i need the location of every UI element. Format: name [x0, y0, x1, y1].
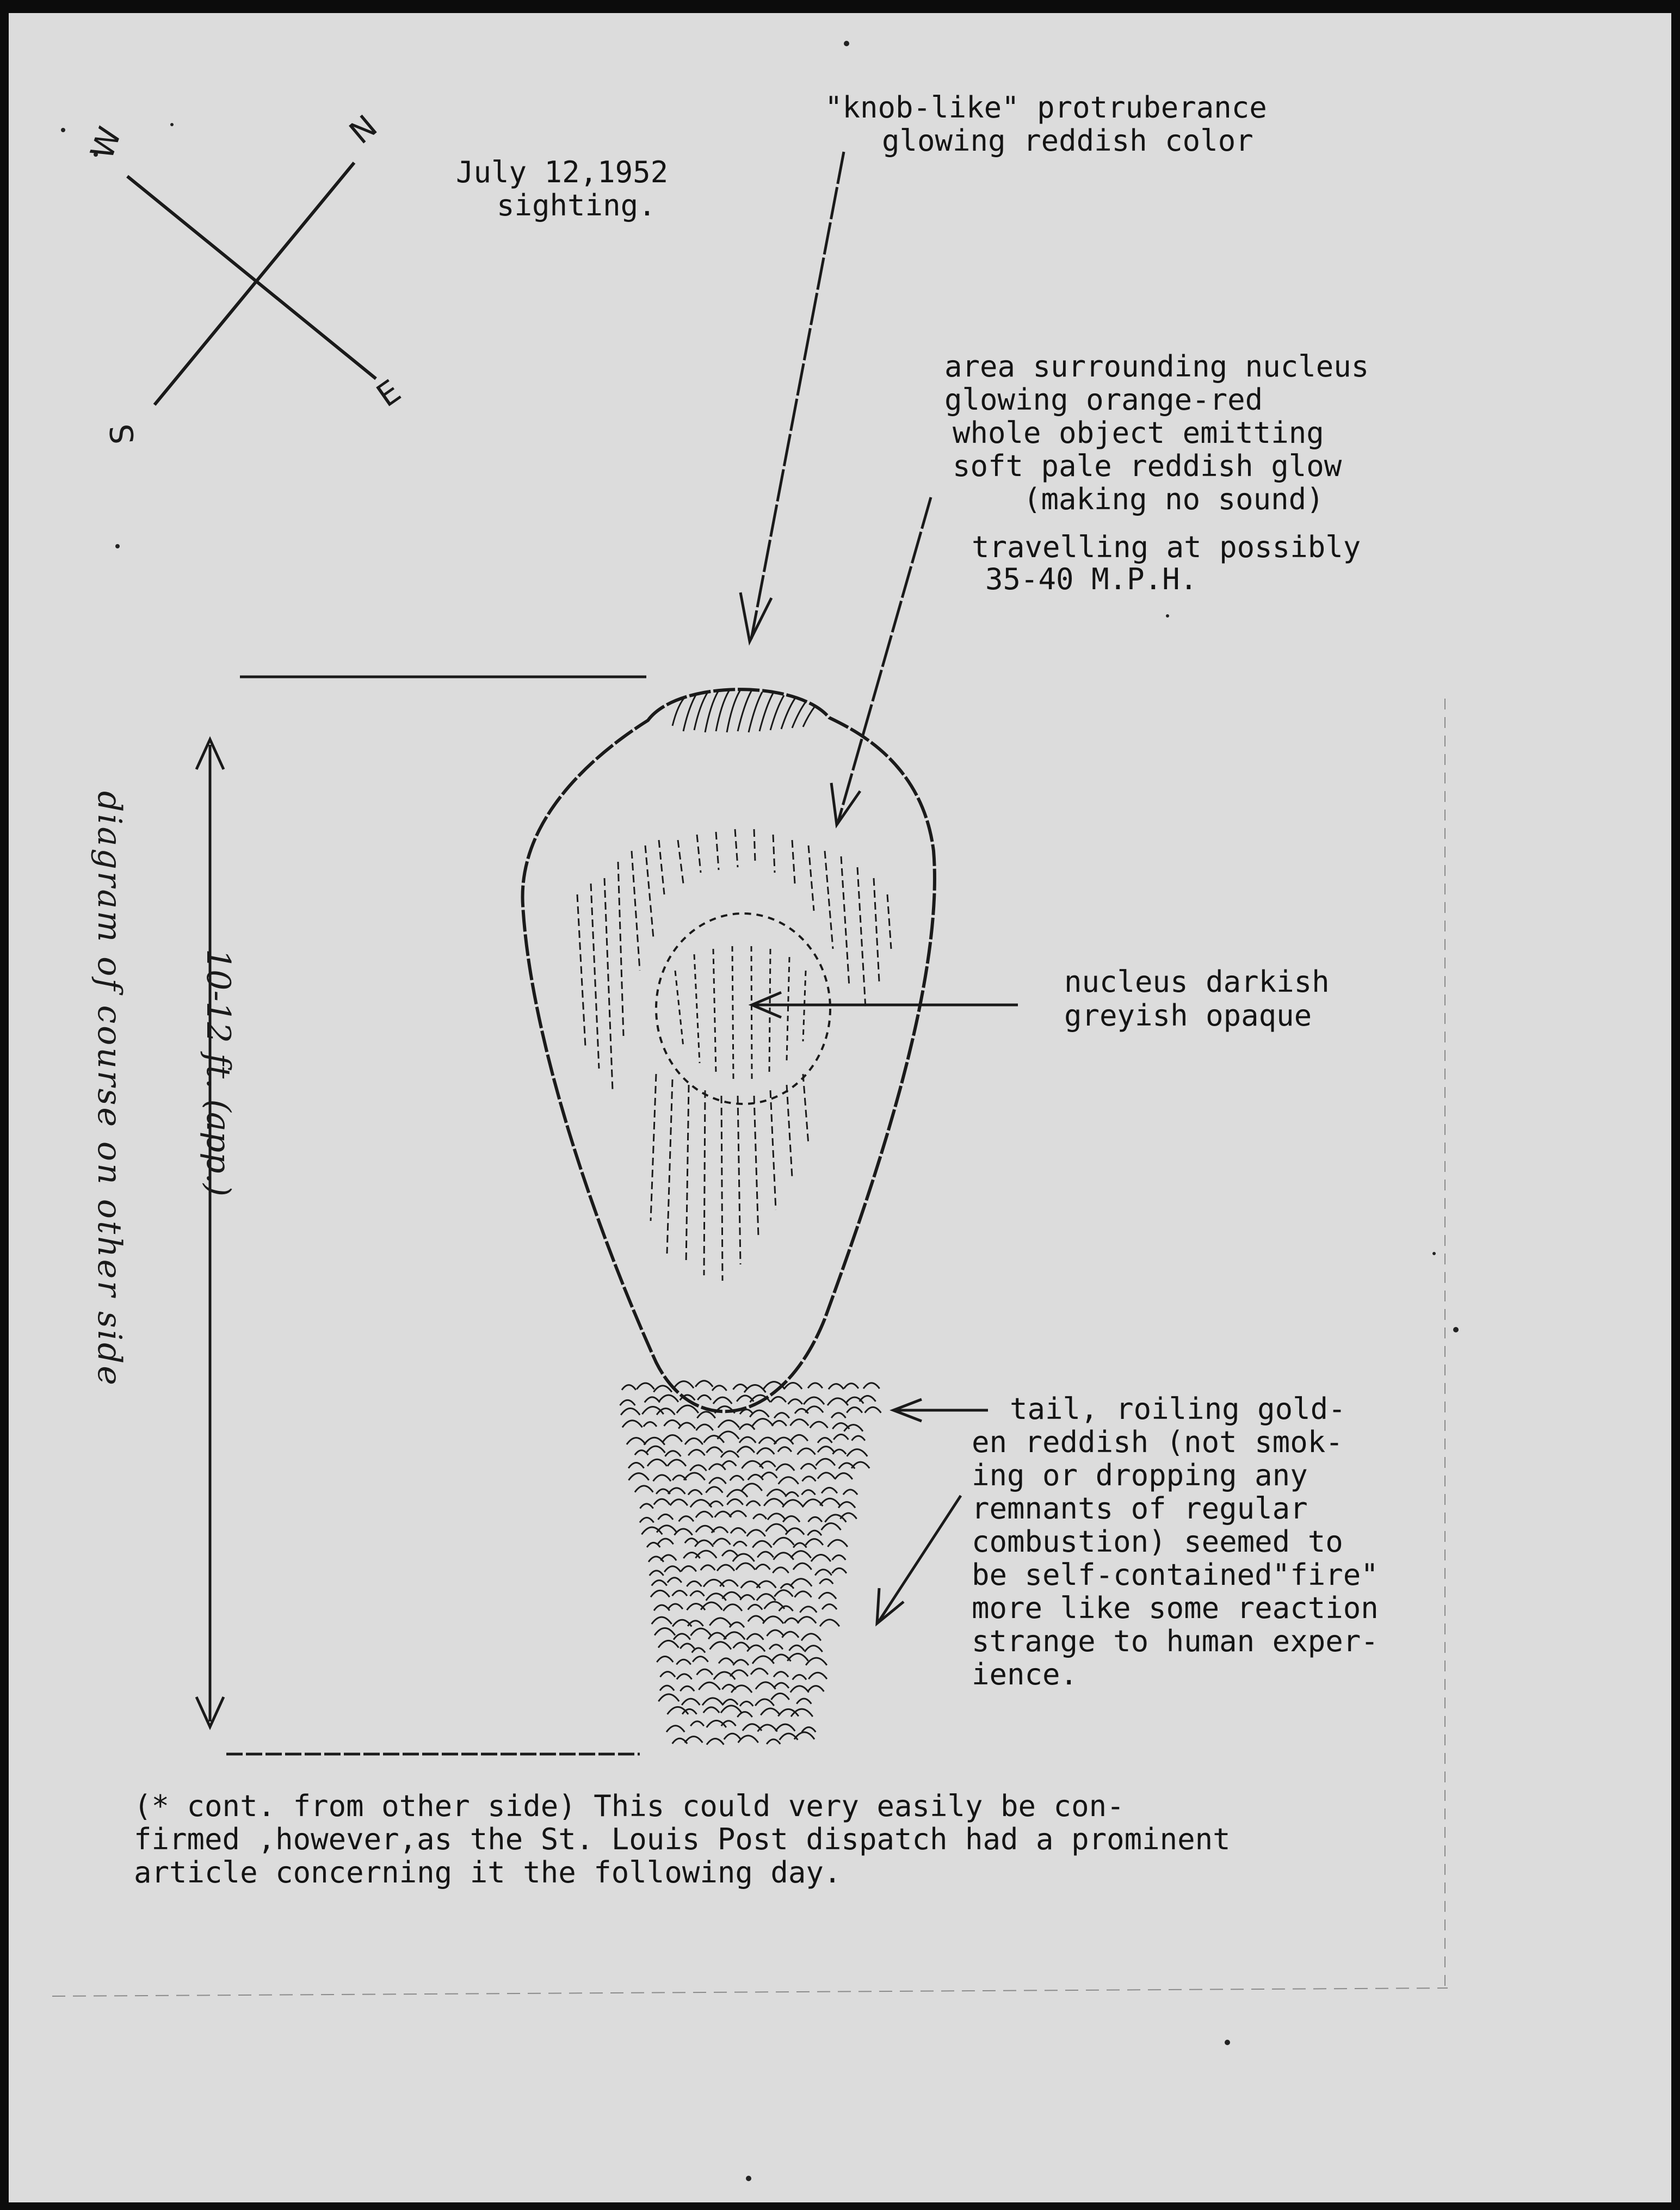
tail-stroke	[767, 1630, 783, 1636]
tail-stroke	[793, 1563, 812, 1570]
tail-stroke	[627, 1438, 646, 1444]
tail-annotation-line3: ing or dropping any	[972, 1458, 1308, 1492]
tail-stroke	[782, 1632, 799, 1638]
tail-stroke	[654, 1628, 675, 1635]
tail-stroke	[829, 1384, 844, 1390]
knob-annotation-line1: "knob-like" protruberance	[825, 90, 1267, 125]
tail-stroke	[833, 1449, 847, 1454]
tail-arrow-lower	[879, 1496, 961, 1621]
tail-stroke	[658, 1514, 673, 1520]
tail-stroke	[724, 1632, 745, 1640]
tail-stroke	[808, 1686, 824, 1692]
tail-stroke	[835, 1473, 852, 1479]
tail-stroke	[713, 1539, 731, 1545]
tail-stroke	[810, 1422, 828, 1428]
tail-stroke	[750, 1410, 769, 1417]
tail-stroke	[647, 1459, 667, 1466]
footer-line2: firmed ,however,as the St. Louis Post dispatch had a prominent	[134, 1822, 1231, 1856]
tail-stroke	[731, 1528, 746, 1533]
tail-stroke	[709, 1501, 723, 1506]
tail-stroke	[793, 1543, 806, 1547]
tail-stroke	[684, 1473, 705, 1480]
compass-east: E	[369, 372, 407, 415]
tail-stroke	[811, 1554, 831, 1561]
tail-stroke	[751, 1669, 768, 1675]
tail-stroke	[761, 1472, 777, 1478]
size-handwritten-note: 10-12 ft. (app.)	[199, 949, 237, 1196]
tail-stroke	[847, 1408, 862, 1413]
tail-stroke	[722, 1551, 738, 1556]
tail-stroke	[865, 1407, 881, 1412]
tail-stroke	[699, 1682, 720, 1690]
tail-stroke	[712, 1386, 727, 1391]
tail-stroke	[677, 1405, 699, 1413]
tail-stroke	[691, 1628, 711, 1635]
tail-stroke	[674, 1529, 692, 1535]
sighting-date: July 12,1952	[456, 155, 669, 189]
tail-stroke	[806, 1658, 827, 1665]
tail-stroke	[685, 1439, 703, 1444]
tail-stroke	[668, 1604, 683, 1609]
tail-stroke	[717, 1565, 734, 1571]
tail-stroke	[742, 1484, 762, 1491]
tail-stroke	[707, 1739, 724, 1745]
tail-annotation-line6: be self-contained"fire"	[972, 1558, 1379, 1592]
tail-stroke	[733, 1643, 749, 1648]
tail-stroke	[774, 1590, 793, 1597]
tail-stroke	[747, 1530, 765, 1536]
tail-stroke	[755, 1699, 774, 1706]
tail-stroke	[748, 1604, 762, 1609]
tail-annotation-line8: strange to human exper-	[972, 1624, 1379, 1658]
tail-stroke	[782, 1500, 803, 1507]
compass-line-ne-sw	[155, 163, 354, 405]
tail-stroke	[791, 1551, 811, 1558]
tail-stroke	[652, 1581, 667, 1586]
tail-stroke	[697, 1412, 715, 1418]
tail-stroke	[764, 1499, 784, 1506]
glow-hatching	[577, 829, 891, 1281]
tail-stroke	[652, 1617, 672, 1624]
tail-stroke	[660, 1555, 676, 1560]
tail-stroke	[832, 1568, 847, 1573]
tail-stroke	[674, 1634, 690, 1640]
tail-stroke	[757, 1448, 774, 1454]
tail-stroke	[723, 1604, 742, 1611]
tail-stroke	[664, 1420, 681, 1426]
footer-line1: (* cont. from other side) This could very easily be con-	[134, 1789, 1125, 1823]
tail-stroke	[756, 1565, 770, 1570]
tail-stroke	[818, 1438, 832, 1443]
tail-stroke	[831, 1413, 845, 1418]
tail-stroke	[719, 1658, 733, 1663]
tail-stroke	[676, 1659, 690, 1664]
tail-stroke	[819, 1592, 836, 1598]
tail-stroke	[819, 1579, 833, 1584]
tail-stroke	[789, 1645, 804, 1651]
tail-stroke	[721, 1706, 742, 1713]
tail-stroke	[715, 1511, 731, 1517]
tail-stroke	[658, 1539, 674, 1544]
tail-stroke	[730, 1670, 748, 1676]
compass-west: W	[83, 122, 129, 164]
tail-stroke	[674, 1381, 694, 1388]
tail-stroke	[659, 1395, 678, 1402]
tail-stroke	[680, 1644, 694, 1649]
tail-stroke	[833, 1435, 848, 1440]
tail-stroke	[688, 1450, 705, 1456]
tail-stroke	[820, 1498, 840, 1505]
tail-annotation-line9: ience.	[972, 1657, 1078, 1692]
tail-stroke	[752, 1419, 773, 1426]
nucleus-annotation-line2: greyish opaque	[1064, 998, 1312, 1033]
tail-stroke	[779, 1606, 793, 1611]
tail-stroke	[774, 1683, 789, 1688]
tail-stroke	[771, 1397, 786, 1402]
tail-stroke	[621, 1408, 640, 1415]
tail-stroke	[722, 1461, 736, 1466]
compass-line-nw-se	[127, 176, 376, 379]
tail-stroke	[622, 1421, 643, 1428]
tail-stroke	[733, 1660, 748, 1665]
tail-stroke	[774, 1672, 788, 1677]
tail-stroke	[768, 1514, 786, 1520]
tail-stroke	[790, 1435, 807, 1441]
tail-stroke	[640, 1517, 654, 1522]
tail-stroke	[703, 1707, 719, 1713]
tail-stroke	[666, 1726, 684, 1732]
tail-stroke	[790, 1686, 809, 1693]
tail-stroke	[772, 1421, 787, 1425]
nucleus-outline	[656, 913, 830, 1104]
tail-stroke	[706, 1487, 722, 1493]
tail-stroke	[806, 1539, 823, 1545]
tail-stroke	[628, 1462, 644, 1468]
tail-stroke	[730, 1511, 746, 1517]
tail-stroke	[791, 1709, 813, 1717]
tail-stroke	[733, 1384, 748, 1389]
tail-stroke	[713, 1397, 732, 1404]
area-annotation-line3: whole object emitting	[953, 416, 1324, 450]
tail-stroke	[709, 1618, 731, 1626]
tail-stroke	[665, 1451, 681, 1456]
tail-stroke	[663, 1435, 682, 1442]
tail-stroke	[800, 1607, 817, 1613]
tail-stroke	[668, 1578, 682, 1583]
tail-stroke	[796, 1699, 811, 1703]
tail-stroke	[660, 1686, 674, 1690]
compass-north: N	[342, 108, 385, 151]
glow-arrow-head	[831, 783, 860, 825]
tail-stroke	[785, 1618, 799, 1623]
tail-stroke	[827, 1398, 848, 1405]
tail-stroke	[784, 1383, 802, 1389]
tail-stroke	[752, 1656, 774, 1664]
tail-stroke	[658, 1694, 679, 1701]
tail-stroke	[748, 1616, 764, 1621]
tail-stroke	[798, 1617, 816, 1623]
tail-stroke	[757, 1552, 774, 1557]
tail-stroke	[668, 1460, 686, 1466]
bottom-border-line	[52, 1988, 1448, 1996]
tail-stroke	[808, 1672, 827, 1679]
tail-stroke	[710, 1642, 731, 1650]
tail-stroke	[740, 1595, 755, 1600]
tail-stroke	[804, 1397, 824, 1404]
tail-stroke	[664, 1566, 681, 1572]
tail-stroke	[767, 1739, 780, 1744]
tail-stroke	[775, 1724, 795, 1731]
tail-annotation-line1: tail, roiling gold-	[1010, 1392, 1346, 1426]
course-handwritten-note: diagram of course on other side	[90, 791, 128, 1387]
tail-stroke	[696, 1511, 713, 1517]
tail-stroke	[808, 1517, 822, 1522]
tail-stroke	[654, 1605, 670, 1610]
tail-stroke	[660, 1672, 675, 1677]
tail-stroke	[827, 1540, 847, 1547]
tail-stroke	[724, 1733, 741, 1739]
tail-stroke	[771, 1693, 789, 1700]
nucleus-hatching	[675, 946, 806, 1079]
tail-stroke	[672, 1738, 687, 1744]
tail-stroke	[677, 1674, 692, 1680]
tail-stroke	[637, 1383, 654, 1389]
speed-annotation-line2: 35-40 M.P.H.	[985, 562, 1198, 596]
tail-stroke	[690, 1465, 706, 1471]
tail-stroke	[654, 1499, 670, 1504]
tail-stroke	[680, 1686, 694, 1691]
tail-stroke	[704, 1436, 724, 1443]
tail-stroke	[736, 1563, 755, 1570]
tail-stroke	[645, 1397, 660, 1403]
tail-stroke	[761, 1708, 780, 1715]
speed-annotation-line1: travelling at possibly	[972, 530, 1361, 564]
tail-stroke	[653, 1475, 671, 1481]
tail-stroke	[650, 1571, 664, 1576]
area-annotation-line2: glowing orange-red	[944, 382, 1263, 417]
compass-south: S	[102, 422, 141, 446]
tail-annotation-line5: combustion) seemed to	[972, 1524, 1343, 1559]
tail-stroke	[681, 1566, 696, 1572]
tail-stroke	[730, 1622, 744, 1627]
tail-stroke	[670, 1499, 688, 1505]
tail-stroke	[801, 1634, 821, 1641]
tail-stroke	[756, 1682, 776, 1689]
tail-stroke	[628, 1473, 648, 1480]
tail-stroke	[795, 1591, 812, 1597]
tail-stroke	[785, 1492, 798, 1497]
tail-stroke	[790, 1419, 808, 1426]
tail-stroke	[688, 1490, 702, 1495]
tail-stroke	[722, 1700, 738, 1705]
tail-stroke	[738, 1736, 758, 1743]
tail-stroke	[721, 1451, 739, 1458]
tail-stroke	[779, 1477, 799, 1484]
tail-stroke	[697, 1669, 713, 1675]
tail-stroke	[746, 1501, 761, 1506]
tail-stroke	[783, 1516, 800, 1522]
tail-stroke	[707, 1447, 723, 1453]
tail-stroke	[657, 1656, 673, 1662]
footer-line3: article concerning it the following day.	[134, 1855, 842, 1890]
tail-stroke	[808, 1383, 823, 1388]
tail-stroke	[820, 1620, 839, 1627]
tail-stroke	[693, 1657, 708, 1662]
tail-scribbles	[620, 1381, 881, 1745]
tail-stroke	[807, 1530, 822, 1535]
tail-stroke	[702, 1698, 723, 1705]
tail-stroke	[701, 1565, 715, 1570]
tail-stroke	[697, 1395, 711, 1400]
tail-stroke	[773, 1567, 788, 1573]
tail-stroke	[672, 1591, 687, 1596]
tail-stroke	[759, 1437, 776, 1443]
tail-stroke	[852, 1436, 865, 1441]
tail-stroke	[685, 1737, 703, 1743]
tail-stroke	[685, 1539, 698, 1544]
tail-stroke	[635, 1486, 653, 1492]
tail-annotation-line2: en reddish (not smok-	[972, 1425, 1343, 1459]
tail-stroke	[695, 1381, 713, 1387]
tail-stroke	[747, 1634, 764, 1640]
tail-stroke	[778, 1447, 792, 1452]
tail-stroke	[733, 1541, 746, 1546]
glow-arrow	[838, 497, 931, 821]
tail-stroke	[788, 1399, 802, 1404]
tail-stroke	[737, 1712, 752, 1717]
tail-stroke	[679, 1516, 694, 1522]
tail-stroke	[806, 1406, 824, 1412]
tail-stroke	[696, 1424, 713, 1430]
tail-stroke	[774, 1413, 789, 1418]
tail-stroke	[737, 1447, 755, 1453]
tail-annotation-line4: remnants of regular	[972, 1491, 1308, 1526]
tail-stroke	[682, 1699, 700, 1705]
tail-stroke	[644, 1422, 657, 1427]
tail-stroke	[816, 1459, 835, 1465]
sighting-label: sighting.	[497, 188, 656, 223]
tail-stroke	[801, 1464, 816, 1470]
tail-stroke	[802, 1490, 816, 1495]
tail-stroke	[653, 1386, 671, 1392]
tail-stroke	[776, 1464, 794, 1471]
tail-stroke	[805, 1646, 823, 1652]
knob-annotation-line2: glowing reddish color	[882, 124, 1253, 158]
tail-stroke	[818, 1473, 835, 1479]
tail-stroke	[658, 1640, 678, 1647]
nucleus-annotation-line1: nucleus darkish	[1064, 965, 1330, 999]
tail-stroke	[802, 1727, 816, 1732]
tail-stroke	[832, 1555, 846, 1560]
tail-stroke	[769, 1645, 783, 1650]
tail-stroke	[838, 1502, 855, 1508]
tail-stroke	[730, 1476, 744, 1480]
area-annotation-line5: (making no sound)	[1023, 482, 1324, 516]
tail-stroke	[844, 1384, 858, 1388]
tail-stroke	[690, 1591, 705, 1596]
document-page	[9, 13, 1671, 2202]
tail-stroke	[790, 1579, 812, 1586]
tail-stroke	[757, 1594, 776, 1601]
tail-stroke	[798, 1448, 816, 1454]
tail-stroke	[690, 1721, 703, 1726]
tail-stroke	[793, 1675, 806, 1680]
tail-stroke	[822, 1487, 837, 1493]
tail-stroke	[668, 1488, 685, 1494]
knob-arrow	[751, 152, 844, 639]
tail-stroke	[644, 1437, 665, 1444]
tail-stroke	[740, 1701, 753, 1706]
tail-stroke	[640, 1504, 653, 1508]
tail-stroke	[744, 1385, 766, 1392]
tail-stroke	[767, 1490, 787, 1497]
tail-stroke	[742, 1461, 763, 1468]
tail-stroke	[774, 1437, 794, 1444]
object-outline	[523, 689, 935, 1411]
area-annotation-line4: soft pale reddish glow	[953, 449, 1342, 483]
tail-stroke	[773, 1538, 794, 1545]
tail-stroke	[696, 1526, 714, 1532]
tail-stroke	[687, 1581, 701, 1586]
tail-stroke	[863, 1383, 880, 1388]
tail-stroke	[646, 1446, 665, 1453]
tail-stroke	[622, 1385, 636, 1390]
tail-stroke	[822, 1523, 841, 1530]
tail-stroke	[786, 1528, 804, 1535]
tail-stroke	[747, 1645, 765, 1651]
tail-stroke	[739, 1437, 756, 1443]
tail-stroke	[802, 1477, 816, 1481]
tail-stroke	[709, 1478, 726, 1484]
tail-stroke	[727, 1499, 743, 1505]
tail-stroke	[843, 1490, 857, 1495]
tail-stroke	[818, 1447, 834, 1453]
tail-stroke	[718, 1420, 739, 1428]
tail-stroke	[847, 1449, 868, 1456]
tail-stroke	[722, 1592, 742, 1598]
tail-stroke	[766, 1524, 787, 1532]
tail-stroke	[727, 1490, 748, 1497]
tail-annotation-line7: more like some reaction	[972, 1591, 1379, 1625]
tail-stroke	[690, 1500, 712, 1508]
tail-stroke	[620, 1400, 635, 1405]
tail-stroke	[651, 1590, 670, 1597]
tail-stroke	[815, 1570, 831, 1576]
tail-stroke	[774, 1553, 794, 1560]
tail-stroke	[822, 1604, 837, 1609]
area-annotation-line1: area surrounding nucleus	[944, 349, 1369, 384]
tail-stroke	[763, 1616, 783, 1623]
tail-stroke	[708, 1633, 726, 1639]
tail-stroke	[753, 1514, 766, 1519]
tail-stroke	[678, 1423, 695, 1429]
tail-stroke	[752, 1541, 771, 1547]
